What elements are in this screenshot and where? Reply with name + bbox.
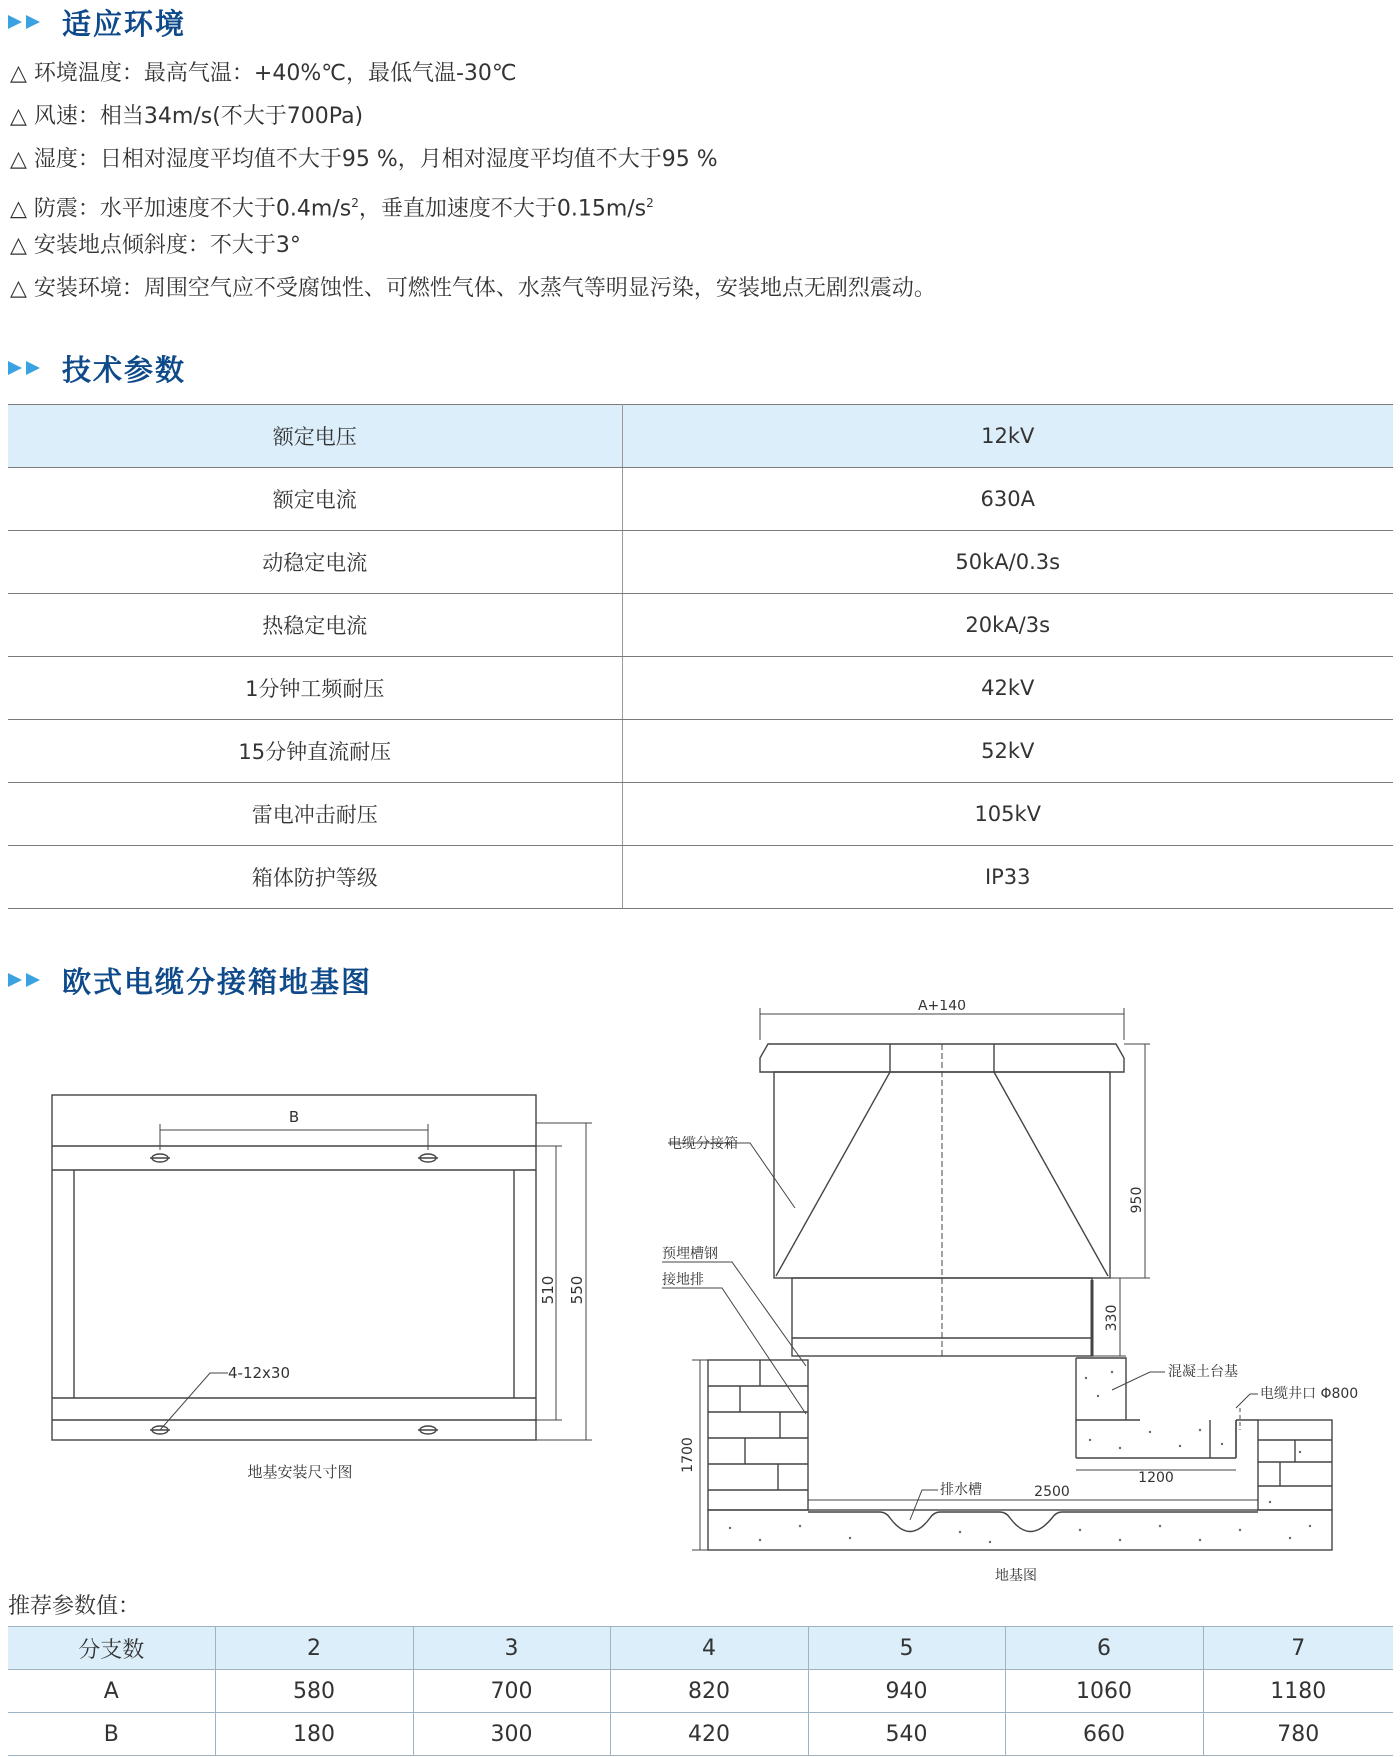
header-cell: 2 xyxy=(215,1627,413,1670)
header-cell: 5 xyxy=(808,1627,1005,1670)
box-label: 电缆分接箱 xyxy=(668,1136,738,1152)
table-row xyxy=(8,531,1393,594)
dim-b-label: B xyxy=(288,1108,300,1126)
row-label-cell: B xyxy=(8,1713,215,1756)
foundation-drawings xyxy=(0,1000,1400,1590)
value-cell: 660 xyxy=(1005,1713,1203,1756)
section-header-tech xyxy=(8,348,186,388)
section-header-foundation xyxy=(8,960,372,1000)
dim-550-label: 550 xyxy=(568,1275,586,1305)
value-cell: 940 xyxy=(808,1670,1005,1713)
foundation-plan-drawing xyxy=(52,1095,592,1440)
env-item: △ 环境温度：最高气温：+40%℃，最低气温-30℃ xyxy=(10,61,517,86)
param-cell: 额定电压 xyxy=(8,405,622,468)
concrete-label: 混凝土台基 xyxy=(1168,1364,1238,1380)
value-cell: 820 xyxy=(610,1670,808,1713)
param-cell: 动稳定电流 xyxy=(8,531,622,594)
foundation-section-drawing xyxy=(662,1008,1332,1550)
param-cell: 箱体防护等级 xyxy=(8,846,622,909)
table-header-row xyxy=(8,1627,1393,1670)
value-cell: 1060 xyxy=(1005,1670,1203,1713)
holes-label: 4-12x30 xyxy=(228,1364,291,1382)
row-label-cell: A xyxy=(8,1670,215,1713)
env-item: △ 安装环境：周围空气应不受腐蚀性、可燃性气体、水蒸气等明显污染，安装地点无剧烈震动。 xyxy=(10,276,936,301)
environment-list xyxy=(10,56,936,314)
value-cell: 180 xyxy=(215,1713,413,1756)
table-row xyxy=(8,405,1393,468)
env-item: △ 防震：水平加速度不大于$0.4m/s^2$，垂直加速度不大于$0.15m/s^2$ xyxy=(10,196,654,222)
header-cell: 7 xyxy=(1203,1627,1393,1670)
value-cell: 12kV xyxy=(622,405,1393,468)
env-item: △ 湿度：日相对湿度平均值不大于95 %，月相对湿度平均值不大于95 % xyxy=(10,147,718,172)
table-row xyxy=(8,468,1393,531)
tech-params-table xyxy=(8,404,1393,909)
dim-510-label: 510 xyxy=(539,1275,557,1305)
value-cell: 105kV xyxy=(622,783,1393,846)
header-cell: 3 xyxy=(413,1627,610,1670)
recommend-label: 推荐参数值： xyxy=(8,1594,141,1619)
value-cell: IP33 xyxy=(622,846,1393,909)
table-row xyxy=(8,657,1393,720)
dim-1200-label: 1200 xyxy=(1138,1470,1174,1486)
header-cell: 6 xyxy=(1005,1627,1203,1670)
table-row xyxy=(8,1670,1393,1713)
param-cell: 热稳定电流 xyxy=(8,594,622,657)
value-cell: 780 xyxy=(1203,1713,1393,1756)
value-cell: 630A xyxy=(622,468,1393,531)
param-cell: 15分钟直流耐压 xyxy=(8,720,622,783)
section-caption: 地基图 xyxy=(995,1568,1037,1584)
value-cell: 300 xyxy=(413,1713,610,1756)
table-row xyxy=(8,720,1393,783)
double-arrow-icon xyxy=(8,358,48,378)
well-label: 电缆井口 Φ800 xyxy=(1260,1386,1359,1402)
double-arrow-icon xyxy=(8,12,48,32)
env-item: △ 安装地点倾斜度：不大于3° xyxy=(10,233,301,258)
header-cell: 分支数 xyxy=(8,1627,215,1670)
value-cell: 540 xyxy=(808,1713,1005,1756)
table-row xyxy=(8,783,1393,846)
value-cell: 1180 xyxy=(1203,1670,1393,1713)
param-cell: 1分钟工频耐压 xyxy=(8,657,622,720)
concrete-texture xyxy=(729,1371,1311,1543)
value-cell: 52kV xyxy=(622,720,1393,783)
plan-caption: 地基安装尺寸图 xyxy=(247,1463,353,1481)
dim-top-label: A+140 xyxy=(917,1000,967,1014)
section-title: 适应环境 xyxy=(62,6,187,41)
channel-label: 预埋槽钢 xyxy=(662,1246,718,1262)
value-cell: 50kA/0.3s xyxy=(622,531,1393,594)
value-cell: 700 xyxy=(413,1670,610,1713)
section-title: 技术参数 xyxy=(62,352,187,387)
ground-label: 接地排 xyxy=(662,1272,704,1288)
param-cell: 雷电冲击耐压 xyxy=(8,783,622,846)
dim-2500-label: 2500 xyxy=(1034,1484,1070,1500)
value-cell: 20kA/3s xyxy=(622,594,1393,657)
double-arrow-icon xyxy=(8,970,48,990)
dim-950-label: 950 xyxy=(1129,1186,1145,1214)
recommend-table xyxy=(8,1626,1393,1756)
param-cell: 额定电流 xyxy=(8,468,622,531)
table-row xyxy=(8,846,1393,909)
table-row xyxy=(8,594,1393,657)
table-row xyxy=(8,1713,1393,1756)
env-item: △ 风速：相当34m/s(不大于700Pa) xyxy=(10,104,364,129)
section-header-environment xyxy=(8,2,186,42)
value-cell: 580 xyxy=(215,1670,413,1713)
dim-1700-label: 1700 xyxy=(680,1437,696,1473)
drain-label: 排水槽 xyxy=(940,1482,982,1498)
value-cell: 420 xyxy=(610,1713,808,1756)
header-cell: 4 xyxy=(610,1627,808,1670)
value-cell: 42kV xyxy=(622,657,1393,720)
section-title: 欧式电缆分接箱地基图 xyxy=(62,964,373,999)
dim-330-label: 330 xyxy=(1104,1304,1120,1332)
